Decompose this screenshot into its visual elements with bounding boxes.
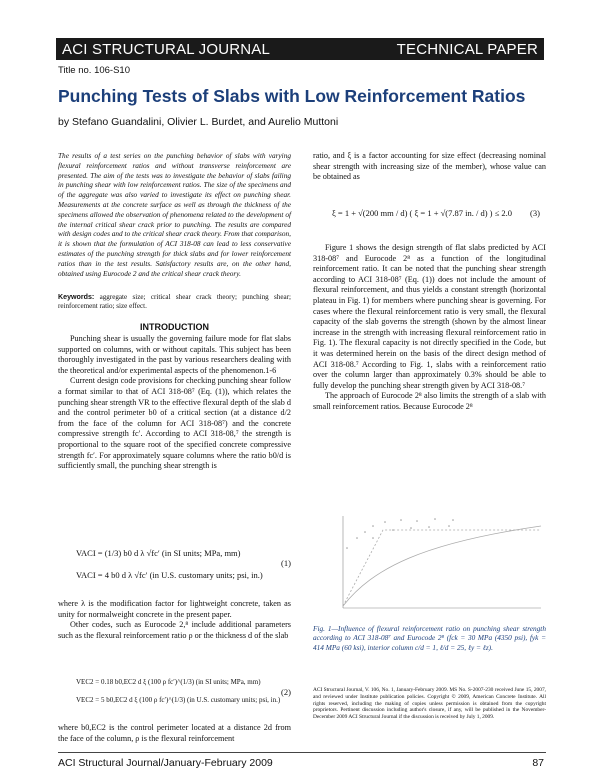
- body-text: [58, 723, 291, 744]
- data-point: [384, 521, 386, 523]
- paragraph: where b0,EC2 is the control perimeter located at a distance 2d from the face of the column, ρ is the flexural reinforcement: [58, 723, 291, 743]
- equation-3: ξ = 1 + √(200 mm / d) ( ξ = 1 + √(7.87 in. / d) ) ≤ 2.0: [332, 208, 513, 218]
- footer-journal: ACI Structural Journal/January-February 2009: [58, 757, 273, 769]
- abstract: The results of a test series on the punching behavior of slabs with varying flexural reinforcement ratios and without transverse reinforcement are presented. The aim of the tests was to investigate the behavior of slabs failing in punching shear with low reinforcement ratios. The size of the specimens and of the aggregate was also varied to investigate its effect on punching shear. Measurements at the concrete surface as well as through the thickness of the specimens allowed the observation of phenomena related to the development of the internal critical shear crack prior to punching. The results are compared with design codes and to the critical shear crack theory. From that comparison, it is shown that the formulation of ACI 318-08 can lead to less conservative estimates of the punching strength for thick slabs and for lower reinforcement ratios than in the test results. Satisfactory results are, on the other hand, obtained using Eurocode 2 and the critical shear crack theory.: [58, 151, 291, 278]
- intro-text: [58, 334, 291, 472]
- keywords-label: Keywords:: [58, 293, 95, 301]
- data-point: [416, 520, 418, 522]
- paragraph: ratio, and ξ is a factor accounting for size effect (decreasing nominal shear strength with increasing size of the member), whose value can be obtained as: [313, 151, 546, 182]
- section-label: TECHNICAL PAPER: [396, 40, 538, 58]
- equation-1-us: VACI = 4 b0 d λ √fc′ (in U.S. customary units; psi, in.): [76, 570, 263, 580]
- equation-2-number: (2): [281, 687, 291, 697]
- paragraph: Other codes, such as Eurocode 2,⁸ include additional parameters such as the flexural reinforcement ratio ρ or the thickness d of the slab: [58, 620, 291, 640]
- paragraph: The approach of Eurocode 2⁸ also limits the strength of a slab with small reinforcement ratios. Because Eurocode 2⁸: [313, 391, 546, 411]
- data-point: [346, 547, 348, 549]
- data-point: [400, 519, 402, 521]
- paragraph: Current design code provisions for checking punching shear follow a format similar to that of ACI 318-08⁷ (Eq. (1)), which relates the punching shear strength VR to the effective flexural depth of the slab d and the control perimeter b0 of a critical section (at a distance d/2 from the face of the column for ACI 318-08⁷) and the concrete compressive strength fc′. According to ACI 318-08,⁷ the strength is proportional to the square root of the specified concrete compressive strength fc′. For approximately square columns where the ratio b0/d is sufficiently small, the punching shear strength is: [58, 376, 291, 471]
- body-text: [58, 599, 291, 641]
- author-line: by Stefano Guandalini, Olivier L. Burdet, and Aurelio Muttoni: [58, 116, 339, 128]
- paragraph: where λ is the modification factor for lightweight concrete, taken as unity for normalweight concrete in the present paper.: [58, 599, 291, 619]
- paragraph: Punching shear is usually the governing failure mode for flat slabs supported on columns, with or without capitals. This subject has been thoroughly investigated in the past by various researchers dealing with the theoretical and/or experimental aspects of the phenomenon.1-6: [58, 334, 291, 375]
- data-point: [434, 518, 436, 520]
- page-number: 87: [532, 757, 544, 769]
- title-number: Title no. 106-S10: [58, 65, 130, 76]
- equation-1-si: VACI = (1/3) b0 d λ √fc′ (in SI units; MPa, mm): [76, 548, 241, 558]
- equation-1-number: (1): [281, 558, 291, 568]
- paragraph: Figure 1 shows the design strength of flat slabs predicted by ACI 318-08⁷ and Eurocode 2⁸ as a function of the longitudinal reinforcement ratio. It can be noted that the punching shear strength according to ACI 318-08⁷ (Eq. (1)) does not include the amount of flexural reinforcement, and thus yields a constant strength (horizontal plateau in Fig. 1) for members where punching shear is governing. For cases where the flexural reinforcement ratio is very small, the flexural capacity of the slab governs the strength (shown by the almost linear increase in the strength with increasing flexural reinforcement ratio in Fig. 1). The flexural capacity is not directly specified in the Code, but it was determined herein on the basis of the direct design method of ACI 318-08.⁷ According to Fig. 1, slabs with a reinforcement ratio over the column larger than approximately 0.3% should be able to fully develop the punching shear strength given by ACI 318-08.⁷: [313, 243, 546, 390]
- data-point: [448, 525, 450, 527]
- keywords-text: aggregate size; critical shear crack theory; punching shear; reinforcement ratio; size effect.: [58, 293, 291, 311]
- data-point: [364, 531, 366, 533]
- journal-name: ACI STRUCTURAL JOURNAL: [62, 40, 271, 58]
- equation-3-number: (3): [530, 208, 540, 218]
- data-point: [410, 527, 412, 529]
- equation-2-us: VEC2 = 5 b0,EC2 d ξ (100 ρ fc′)^(1/3) (in U.S. customary units; psi, in.): [76, 696, 281, 704]
- footer-divider: [58, 752, 546, 753]
- equation-2-si: VEC2 = 0.18 b0,EC2 d ξ (100 ρ fc′)^(1/3) (in SI units; MPa, mm): [76, 678, 261, 686]
- data-point: [372, 537, 374, 539]
- footnote: ACI Structural Journal, V. 106, No. 1, January-February 2009. MS No. S-2007-230 received June 15, 2007, and reviewed under Institute publication policies. Copyright © 2009, American Concrete Institute. All rights reserved, including the making of copies unless permission is obtained from the copyright proprietors. Pertinent discussion including author's closure, if any, will be published in the November-December 2009 ACI Structural Journal if the discussion is received by July 1, 2009.: [313, 687, 546, 721]
- right-column-text: [313, 151, 546, 183]
- keywords: [58, 293, 291, 311]
- journal-banner: [56, 38, 544, 60]
- figure-caption: Fig. 1—Influence of flexural reinforcement ratio on punching shear strength according to ACI 318-08⁷ and Eurocode 2⁸ (fck = 30 MPa (4350 psi), fyk = 414 MPa (60 ksi), interior column c/d = 1, ℓ/d = 25, ℓy = ℓz).: [313, 624, 546, 652]
- paper-title: Punching Tests of Slabs with Low Reinforcement Ratios: [58, 86, 526, 106]
- data-point: [452, 519, 454, 521]
- data-point: [356, 537, 358, 539]
- aci-curve: [343, 530, 541, 606]
- section-heading: INTRODUCTION: [140, 322, 209, 332]
- right-column-text: [313, 243, 546, 413]
- figure-1: [313, 508, 546, 618]
- figure-1-plot: [313, 508, 546, 618]
- data-point: [428, 526, 430, 528]
- data-point: [372, 525, 374, 527]
